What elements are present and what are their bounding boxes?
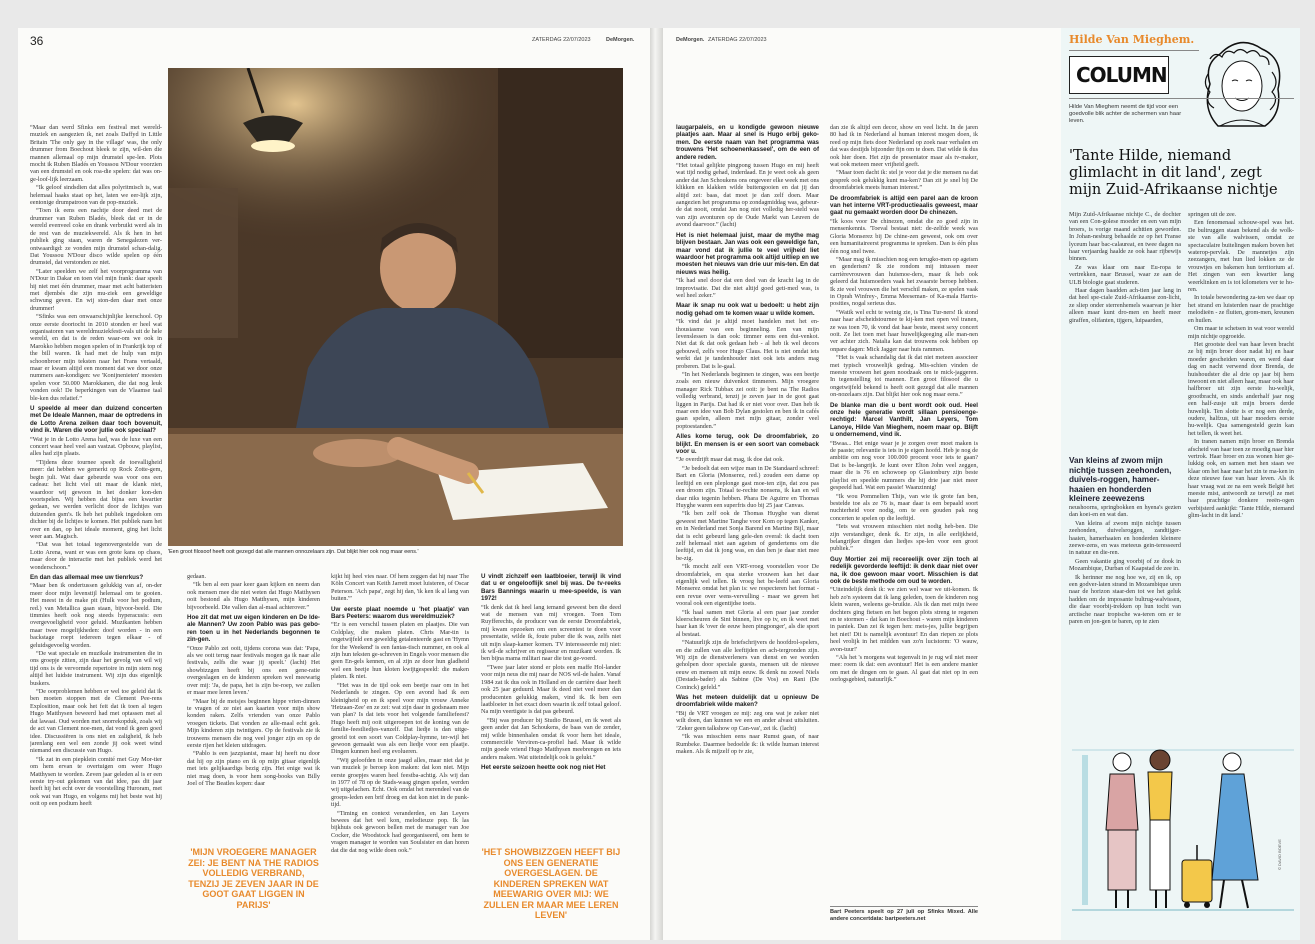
column-badge-label: COLUMN bbox=[1076, 63, 1167, 87]
paragraph: “Ik vind dat je altijd moet handelen met het en-thousiasme van een beginneling. Een van mijn levenslessen is dan ook: timmer eens een dui-venkot. Niet dat ik dat ook gedaan heb - al heb ik wel decors gebouwd, zelfs voor Hugo Claus. Het is niet omdat iets werkt dat je tandenhouder niet ook iets anders mag proberen. Dat is le-gaal. bbox=[676, 318, 819, 370]
paragraph: “Pablo is een jazzpianist, maar hij heeft nu door dat hij op zijn piano en ik op mijn gitaar eigenlijk met iets gelijkaardigs bezig zijn. Het enige wat ik niet mag doen, is voor hem song-books van Billy Joel of The Beatles kopen: daar bbox=[187, 750, 320, 787]
paragraph: “Twee jaar later stond er plots een maffe Hol-lander voor mijn neus die mij naar de NOS wil-de halen. Vanaf 1984 zat ik dus ook in Holland en de carrière daar heeft ook 25 jaar geduurd. Maar ik deed niet veel meer dan producenten gelukkig maken, vind ik. Ik ben een laatbloeier in het exact doen waarin ik zelf totaal geloof. Na mijn veertigste is dat pas gebeurd. bbox=[481, 663, 621, 716]
illustration-credit: © DAVID BOEVE bbox=[1277, 839, 1282, 870]
paragraph: Ik herinner me nog hoe we, zij en ik, op een godver-laten strand in Mozambique uren naar de horizon staar-den tot we het geluk hadden om de imposante bultrug-walvissen, die daar voorbij-trekken op hun tocht van arctische naar tropische wa-teren om er te paren en jon-gen te baren, op te zien bbox=[1069, 573, 1181, 626]
column-author-title: Hilde Van Mieghem. bbox=[1069, 33, 1195, 46]
paragraph: Geen vakantie ging voorbij of ze dook in Mozambique, Durban of Kaapstad de zee in. bbox=[1069, 557, 1181, 573]
paragraph: Mijn Zuid-Afrikaanse nichtje C., de dochter van een Con-golese moeder en een van mijn broers, is vorige maand achttien geworden. In Johan-nesburg behaalde ze op het Franse lyceum haar bac-calaureat, en twee dagen na haar verjaardag haalde ze ook haar rijbewijs binnen. bbox=[1069, 211, 1181, 263]
article-column-1 bbox=[30, 124, 162, 939]
paragraph: “Ik koos voor De chinezen, omdat die zo goed zijn in mensenkennis. 'Toeval bestaat niet: de-zelfde week was Gloria Monserez bij De chine-zen geweest, ook om over een humanitaireerst programma te spreken. Dan is één plus één nog snel twee. bbox=[830, 217, 978, 255]
paragraph: “Het totaal gelijkte pingpong tussen Hugo en mij heeft wat tijd nodig gehad, inderdaad. En je weet ook als geen ander dat Jan Schoukens ons ongeveer elke week met ons klikken en klakken wilde buitengooien en dat jij dan altijd zei: baas, dat moet je dan zelf doen. Maar aangezien het programma op zondagmiddag was, gebeur-de dat nooit, omdat Jan nog niet volledig her-steld was van zijn avonturen op de Oude Markt van Leuven de avond daarvoor.” (lacht) bbox=[676, 162, 819, 229]
paragraph: Het grootste deel van haar leven bracht ze bij mijn broer door nadat hij en haar moeder gescheiden waren, en werd daar dag en nacht verwend door Brenda, de huishoudster die al drie op jaar bij hem inwoont en niet alleen haar, maar ook haar halfbroer uit zijn eerste hu-welijk, grootbracht, en sinds anderhalf jaar nog een half-zusje uit mijn broers derde huwelijk. Ten slotte is er nog een derde, oudere, halfzus, uit haar moeders eerste hu-welijk. Qua samengesteld gezin kan het tellen, ik weet het. bbox=[1188, 340, 1294, 437]
paragraph: “Er is een verschil tussen platen en plaatjes. Die van Coldplay, die maken platen. Chris Mar-tin is ongetwijfeld een geweldig getalenteerde gast en 'Hymn for the Weekend' is een fantas-tisch nummer, en ook al zijn hun teksten ge-schreven in Engels voor mensen die geen En-gels kennen, en al zijn ze door hun gladheid wel een beetje hun kloten kwijtgespeeld: die maken platen. Ik niet. bbox=[331, 621, 469, 681]
interview-question: Guy Mortier zei mij recereelijk over zijn toch al redelijk gevorderde leeftijd: ik denk daar niet over na, ik doe gewoon maar voort. Misschien is dat ook de beste methode om oud te worden. bbox=[830, 555, 978, 585]
interview-question: Het is niet helemaal juist, maar de mythe mag blijven bestaan. Jan was ook een geweldige fan, maar vond dat ik jullie te veel vrijheid liet waardoor het programma ook altijd uitliep en we moesten het nieuws van drie uur mis-ten. En dat nieuws was heilig. bbox=[676, 231, 819, 276]
paragraph: Van kleins af zwom mijn nichtje tussen zeehonden, duivelsroggen, zandtijger-haaien, hamerhaaien en honderden kleinere zeewe-zens, en was meteeus gein-teresseerd in natuur en die-ren. bbox=[1069, 519, 1181, 557]
column-text-b bbox=[1188, 211, 1294, 697]
paragraph: “Ik mocht zelf een VRT-vroeg voorstellen voor De droomfabriek, en qua sterke vrouwen kan het daar eigenlijk wel tellen. Ik vroeg het be-leefd aan Gloria Monserez omdat het plan is: we respecteren het format - een revue over wens-vervulling - maar we geven het vooral ook een eigentijdse toets. bbox=[676, 563, 819, 608]
interview-question: laugarpaleis, en u kondigde gewoon nieuwe plaatjes aan. Maar al snel is Hugo erbij geko-men. De eerste naam van het programma was trouwens 'Het schoenenkasseel', om de een of andere reden. bbox=[676, 124, 819, 161]
paragraph: “Tijdens deze tournee speelt de toevalligheid meer: dat hebben we gemerkt op Rock Zotte-gem, begin juli. Wat daar gebeurde was voor ons een cadeau: het licht viel uit maar de klank niet, waardoor wij gewoon in het donker kon-den voortspelen. Wij hebben dat bijna een kwartier gedaan, we werden verlicht door de lichtjes van duizenden gsm's. Ik heb het publiek ingedoken om dichter bij de lichtjes te komen. Het publiek nam het over en dan, op het ideale moment, ging het licht weer aan. Magisch. bbox=[30, 458, 162, 540]
folio-date-right: ZATERDAG 22/07/2023 bbox=[708, 37, 767, 43]
paragraph: “Als het 's morgens wat tegenvalt in je rug wil niet meer mee: roem ik dat: een avontuur! Het is een andere manier om met de dingen om te gaan. Al gaat dat niet op in een oorlogsgebied, natuurlijk.” bbox=[830, 654, 978, 684]
paragraph: “Maar dan werd Sfinks een festival met wereld-muziek en aangezien ik, net zoals Daffyd in Little Britain 'The only gay in the village' was, the only drummer from Boechout bleek te zijn, wil-den die mannen allemaal op mijn drumstel spe-len. Plots mocht ik Ruben Bladés en Youssou N'Dour voorzien van een drumstel en ook roa-die spelen: dat was on-ge-loof-lijk leerzaam. bbox=[30, 124, 162, 183]
paragraph: “Ik had snel door dat een deel van de kracht lag in de improvisatie. Dat die niet altijd goed geti-med was, is wel heel zeker.” bbox=[676, 277, 819, 299]
paragraph: “Natuurlijk zijn de briefschrijvers de hoofdrol-spelers, en die zullen van alle leeftijden en ach-tergronden zijn. Wij zijn de dienstverleners van dienst en we worden geholpen door speciale guests, mensen uit de nieuwe eeuw en mensen uit mijn eeuw. Ik denk nu zowel Niels (Destads-bader) als Sabine (De Vos) en Rani (De Coninck) gefeld.” bbox=[676, 639, 819, 691]
paragraph: “Bwaa... Het enige waar je je zorgen over moet maken is de paaste; relevantie is iets in je eigen hoofd. Heb je nog de ambitie om nog voor 100.000 procent voor iets te gaan? Dat is be-langrijk. Je kunt over Elton John veel zeggen, maar die is 76 en schowoep op Glastonbury zijn beste playlist en speelde nummers die hij drie jaar niet meer gespeeld had. Wat een passie! Waanzinnig! bbox=[830, 439, 978, 492]
column-headline: 'Tante Hilde, niemand glimlacht in dit land', zegt mijn Zuid-Afrikaanse nichtje bbox=[1069, 148, 1278, 198]
paragraph: “Bij was producer bij Studio Brussel, en ik weet als geen ander dat Jan Schoukens, de baas van de zender, mij wilde binnenhalen omdat ik voor hem het ideale, commerciële Verviren-ca-profiel had. Maar ik wilde mijn goede vriend Hugo Matthysen meebrengen en iets anders maken. Wat uiteindelijk ook is gelukt.” bbox=[481, 716, 621, 761]
column-text-a2 bbox=[1069, 504, 1181, 674]
divider bbox=[1069, 50, 1199, 51]
column-badge bbox=[1069, 56, 1169, 94]
interview-question: Maar ik snap nu ook wat u bedoelt: u hebt zijn nodig gehad om te komen waar u wilde komen. bbox=[676, 302, 819, 317]
article-column-3 bbox=[331, 573, 469, 943]
pull-quote-left: 'MIJN VROEGERE MANAGER ZEI: JE BENT NA THE RADIOS VOLLEDIG VERBRAND, TENZIJ JE ZEVEN JAAR IN DE GOOT GAAT LIGGEN IN PARIJS' bbox=[188, 847, 319, 910]
paragraph: Haar dagen baadden ach-tien jaar lang in dat heel spe-ciale Zuid-Afrikaanse zon-licht, ze sliep onder sterrenhemels waarvan je hier alleen maar kunt dro-men en heeft meer giraffen, olifanten, tijgers, luipaarden, bbox=[1069, 287, 1181, 324]
paragraph: “De oorproblemen hebben er wel toe geleid dat ik ben moeten stoppen met de Clement Pee-rens Explosition, maar ook het feit dat ik toen al tegen Hugo Matthysen beweerd had met optassen met al dat lawaai. Oud worden met snorrekopduk, zoals wij de act van Clement noe-men, dat vond ik geen goed idee. Discussiëren is ons niet en zaligheid, ik heb jarenlang een wel een zonde jij ook weet wind niemand een discussie van Hugo. bbox=[30, 688, 162, 755]
interview-question: Hoe zit dat met uw eigen kinderen en De Ide-ale Mannen? Uw zoon Pablo was pas gebo-ren toen u in het Nederlands begonnen te zin-gen. bbox=[187, 614, 320, 644]
paragraph: “Het is vaak schandalig dat ik dat niet meteen associeer met typisch vrouwelijk gedrag. Mis-schien vinden de meeste vrouwen het geen noodzaak om te mick-jaggeren. In tegenstelling tot mannen. Een groot filosoof die u ongetwijfeld bekend is heeft ooit gezegd dat alle mannen on-nozelaars zijn. Dat blijkt hier ook nog maar eens.” bbox=[830, 354, 978, 399]
paragraph: “Ik denk dat ik heel lang iemand geweest ben die deed wat de mensen van mij vroegen. Toen Tom Ruyfferechts, de producer van de eerste Droomfabriek, mij kwam opzoeken om een screentest te doen voor presentatie, wilde ik, foute puber die ik was, zelfs niet uit mijn slaap-kamer komen. TV interesseerde mij niet: ik wil-de schrijver en regisseur en muzikant worden. Ik ben bijna mama militari naar die test ge-voerd. bbox=[481, 603, 621, 663]
paragraph: “Het was in de tijd ook een beetje raar om in het Nederlands te zingen. Op een avond had ik een kleinigheid op en ik speel voor mijn vrouw Anneke 'Hetzaan-Zee' en ze zei: wat zijn daar in godsnaam mee van plan? Is dat iets voor het volgende familiefeest? Hugo heeft mij ooit uitgeroepen tot de koning van de familie-feestliedjes-vanzelf. Dat liedje is dan uitge-groeid tot een soort van Coldplay-hymne, ter-wijl het gewoon gemaakt was als een liedje voor een plaatje. Dingen kunnen heel erg evolueren. bbox=[331, 681, 469, 756]
paragraph: “Uiteindelijk denk ik: we zien wel waar we uit-komen. Ik heb zo'n systeem dat ik lang geleden, toen de kinderen nog klein waren, weleens ge-bruikte. Als ik dan met mijn twee dochters ging fietsen en het begon plots streng te regenen en te stormen - dat kan in Boechout - waren mijn kinderen in paniek. Dan zei ik tegen hen: meis-jes, jullie begrijpen het niet! Dit is namelijk avontuur! En dan riepen ze plots heel vrolijk in het midden van zo'n lucistorm: 'O wauw, avon-tuur!' bbox=[830, 586, 978, 653]
interview-question: De blanke man die u bent wordt ook oud. Heel onze hele generatie wordt sillaan pensioenge-rechtigd: Marcel Vanthilt, Jan Leyers, Tom Lanoye, Hilde Van Mieghem, noem maar op. Blijft u ondernemend, vind ik. bbox=[830, 401, 978, 439]
paragraph: “Ik haal samen met Gloria al een paar jaar zonder kleerscheuren de Sint binnen, live op tv, en ik weet met haar kan ik 'over de eeuw heen pingponger', als die sport al bestaat. bbox=[676, 608, 819, 638]
page-number-left: 36 bbox=[30, 34, 44, 48]
paragraph: “Ik ben al een paar keer gaan kijken en neem dan ook mensen mee die niet weten dat Hugo Matthysen ooit bestond als Hugo Matthysen, mijn kinderen bijvoorbeeld. Die vallen dan al-maal achterover.” bbox=[187, 581, 320, 611]
paragraph: dan zie ik altijd een decor, show en veel licht. In de jaren 80 had ik in Nederland al human interest mogen doen, ik reed op mijn fiets door Nederland op zoek naar verhalen en dat was destijds bijzonder fijn om te doen. Dat wilde ik dus ook hier doen. Het zijn de presentator maar als tv-maker, wat ook meteen meer vrijheid geeft. bbox=[830, 124, 978, 169]
paragraph: kijkt hij heel vies naar. Of hem zeggen dat hij naar The Köln Concert van Keith Jarrett moet luisteren, of Oscar Peterson. 'Ach papa', zegt hij dan, 'ik ken ik al lang van buiten.'” bbox=[331, 573, 469, 603]
paragraph: “Ik wou Pommelien Thijs, van wie ik grote fan ben, bestelde toe als ze 76 is, maar daar is een bepaald soort nuchterheid voor nodig, om te een gouden pak nog concerten te spelen op die leeftijd. bbox=[830, 492, 978, 522]
paragraph: “Ik geloof sindsdien dat alles polyritmisch is, wat helemaal haaks staat op het, laten we eer-lijk zijn, eentonige drumpatroon van de pop-muziek. bbox=[30, 184, 162, 207]
paragraph: “Ik zat in een piepklein comité met Guy Mor-tier om hem ervan te overtuigen om weer Hugo Matthysen te worden. Zeven jaar geleden al is er een eerste try-out gekomen van dat idee, pas dit jaar heeft hij het echt over de voorstelling Huroram, met ook wat van Hugo, en volgens mij het beste wat hij ooit op een podium heeft bbox=[30, 755, 162, 808]
paragraph: “Watik wel echt te weinig zie, is Tina Tur-ners! Ik stond naar haar afscheidstournee te kij-ken met open vol tranen, ze was toen 70, ik vond dat haar beste, meest sexy concert ooit. Ze liet toen met haar huwelijkgeeging alle man-nen ver achter zich. Natalia kan dat trouwens ook hebben op onpare dagen: Mick Jagger naar huis rammen. bbox=[830, 308, 978, 353]
footer-note-text: Bart Peeters speelt op 27 juli op Sfinks Mixed. Alle andere concertdata: bartpeeters.net bbox=[830, 909, 978, 923]
photo-illustration bbox=[168, 68, 623, 546]
folio-paper-right: DeMorgen. bbox=[676, 37, 705, 43]
column-text-a bbox=[1069, 211, 1181, 451]
page-gutter bbox=[650, 28, 663, 940]
paragraph: “Je bedoelt dat een wijze man in De Standaard schreef: Bart en Gloria (Monserez, red.) zouden een dame op leeftijd en een pleplonge gast moe-ten zijn, dat zou pas een droom zijn. Totaal te-rechte nonsens, ik kan en wil daar niks tegenin hebben. Phara De Aguirre en Thomas Huyghe waren een superfris duo bij 25 jaar Canvas. bbox=[676, 464, 819, 509]
paragraph: In tranen namen mijn broer en Brenda afscheid van haar toen ze moedig naar hier vertrok. Haar broer en zus wonen hier ge-lukkig ook, en samen met hen staan we klaar om het haar naar het zin te ma-ken in deze nieuwe fase van haar leven. Als ik haar vraag wat ze na een week België het meeste mist, antwoordt ze terwijl ze met haar prachtige donkere reeën-ogen verbijsterd aankijkt: 'Tante Hilde, niemand glim-lacht in dit land.' bbox=[1188, 438, 1294, 520]
interview-question: U vindt zichzelf een laatbloeier, terwijl ik vind dat u er ongelooflijk snel bij was. De tv-reeks Bars Bannings waarin u mee-speelde, is van 1972! bbox=[481, 573, 621, 603]
paragraph: In totale bewondering za-ten we daar op het strand en luisterden naar de prachtige melodieën - ze fluiten, grom-men, kreunen en huilen. bbox=[1188, 294, 1294, 324]
column-author-bio: Hilde Van Mieghem neemt de tijd voor een goedvolle blik achter de schermen van haar leven. bbox=[1069, 104, 1182, 125]
article-column-5 bbox=[676, 124, 819, 939]
paragraph: “Ik ben zelf ook de Thomas Huyghe van dienst geweest met Martine Tanghe voor Kom op tegen Kanker, en in Nederland met Sonja Barend en Martine Bijl, maar dat is echt gebeurd lang gele-den overal: ik dacht toen zelf helemaal niet aan ageism of gendertems om die leeftijd, en dat ik jong was, en dan ben je daar niet mee be-zig. bbox=[676, 510, 819, 562]
paragraph: “Wat je in de Lotto Arena had, was de luxe van een concert waar heel veel aan vastzat. Opbouw, playlist, alles had zijn plaats. bbox=[30, 435, 162, 458]
paragraph: neushoorns, springbokken en hyena's gezien dan koei-en en wat dan. bbox=[1069, 504, 1181, 519]
girl-figure bbox=[1148, 750, 1172, 908]
article-column-4 bbox=[481, 573, 621, 843]
interview-question: Alles kome terug, ook De droomfabriek, zo blijkt. En mensen is er een soort van comeback voor u. bbox=[676, 433, 819, 456]
paragraph: “Timing en context veranderden, en Jan Leyers bewees dat het wel kon, melodieuze pop. Ik las bijkhuis ook gewoon bellen met de manager van Joe Cocker, die Woodstock had georganiseerd, om hem te vragen manager te worden van Soulsister en dan horen dat die dat nog wilde doen ook.” bbox=[331, 809, 469, 854]
interview-question: Was het meteen duidelijk dat u opnieuw De droomfabriek wilde maken? bbox=[676, 694, 819, 709]
paragraph: “Maar toen dacht ik: stel je voor dat je die mensen na dat gesprek ook gelukkig kunt ma-ken? Dan zit je snel bij De droomfabriek meets human interest.” bbox=[830, 169, 978, 192]
paragraph: “Ik was misschien eens naar Rumst gaan, of naar Rumbeke. Daarmee bedoelde ik: ik wilde human interest maken. Als ik mijzelf op tv zie, bbox=[676, 733, 819, 755]
paragraph: “Maar ben ik ondertussen gelukkig van af, on-der meer door mijn levenstijl helemaal om te gooien. Het meest in de make pit (Hulk voor het podium, red.) van Metallica gaan staan, bijvoor-beeld. Die timmies heeft ook nog steeds hyperacusis: een overgevoeligheid voor geluid. Muzikanten hebben maar twee mogelijkheden: doof worden - in een backstage roept iedereen tegen elkaar - of geluidsgevoelig worden. bbox=[30, 582, 162, 649]
paragraph: “Maar bij de meisjes beginnen hippe vrien-dinnen te vragen of ze niet aan kaarten voor mijn show konden raken. Zelfs vrienden van onze Pablo vroegen tickets. Dat vonden ze alle-maal echt gek. Mijn kinderen zijn twintigers. Op de festivals zie ik trouwens mensen die nog veel jonger zijn en op de eerste rijen het kleien uitdragen. bbox=[187, 697, 320, 749]
column-illustration bbox=[1072, 710, 1294, 925]
suitcase-icon bbox=[1182, 845, 1212, 908]
paragraph: Om maar te schetsen in wat voor wereld mijn nichtje opgroeide. bbox=[1188, 325, 1294, 340]
pull-quote-right: 'HET SHOWBIZZGEN HEEFT BIJ ONS EEN GENERATIE OVERGESLAGEN. DE KINDEREN SPREKEN WAT MEEWARIG OVER MIJ: WE ZULLEN ER MAAR MEE LEREN LEVEN' bbox=[481, 847, 621, 920]
paragraph: “De wat speciale en muzikale instrumenten die in ons groepje zitten, zijn daar het gevolg van wil wij tijd ons is de vervormde repertoire in mijn stem nog altijd het luidste instrument. Wij zijn dus eigenlijk buskers. bbox=[30, 650, 162, 687]
divider bbox=[1069, 98, 1294, 99]
paragraph: springen uit de zee. bbox=[1188, 211, 1237, 218]
interview-question: De droomfabriek is altijd een parel aan de kroon van het interne VRT-productieaalis geweest, maar gaat nu gemaakt worden door De chinezen. bbox=[830, 194, 978, 217]
interview-question: En dan das allemaal mee uw tienrkus? bbox=[30, 573, 144, 581]
paragraph: “Je overdrijft maar dat mag, ik doe dat ook. bbox=[676, 456, 784, 464]
article-column-6 bbox=[830, 124, 978, 904]
paragraph: gedaan. bbox=[187, 573, 207, 580]
folio-paper-left: DeMorgen. bbox=[606, 37, 635, 43]
paragraph: “Toen ik eens een nachtje door deed met de drummer van Ruben Bladés, bleek dat er in de wereld evenveel coke en drank verbruikt werd als in de rest van de muziekwereld. Als ik hen in het publiek ging staan, waren de Senegalezen ver-ontwaardigd: ze vonden mijn drumstel schan-dalig. Dat Youssou N'Dour disco wilde spelen op één drumstel, dat verstonden ze niet. bbox=[30, 207, 162, 267]
interview-question: U speelde al meer dan duizend concerten met De Ideale Mannen, maar de optredens in de Lotto Arena zeiken daar toch bovenuit, vind ik. Waren die voor jullie ook speciaal? bbox=[30, 405, 162, 435]
paragraph: “Maar mag ik misschien nog een terugko-men op ageism en genderism? Ik zie rondom mij intussen meer carrièrevrouwen dan huismoe-ders, maar ik heb ook geleerd dat huismoeders vaak het zwaarste beroep hebben. Ik zie veel vrouwen die het verschil maken, ze spelen vaak in Oprah Winfrey-, Emma Meeseman- of Ka-mala Harris-posities, nogal serieus dus. bbox=[830, 255, 978, 308]
folio-date-left: ZATERDAG 22/07/2023 bbox=[532, 37, 591, 43]
paragraph: “Onze Pablo zei ooit, tijdens corona was dat: 'Papa, als we ooit terug naar festivals mogen ga ik naar alle festivals, zelfs die waar jij speelt.' (lacht) Het showbizzgen heeft bij ons een gene-ratie overgeslagen en de kinderen spreken wel meewarig over mij: 'Ja, de papa, het is zijn be-roep, we zullen er maar mee leren leven.' bbox=[187, 644, 320, 697]
paragraph: “Later speelden we zelf het voorprogramma van N'Dour in Dakar en toen viel mijn frank: daar speelt hij niet met één drummer, maar met acht batteristen met djembés die zijn mu-ziek een geweldige schwung geven. En wij ston-den daar met onze drummer! bbox=[30, 267, 162, 312]
paragraph: “In het Nederlands beginnen te zingen, was een beetje zoals een nieuw duivenkot timmeren. Mijn vroegere manager Rick Tubbax zei ooit: je bent na The Radios volledig verbrand, tenzij je zeven jaar in de goot gaat liggen in Parijs. Dat had ik er niet voor over. Dan heb ik maar een idee van Bob Dylan gestolen en ben ik in cafés gaan spelen, alleen met mijn gitaar, zonder veel poptoestanden.” bbox=[676, 371, 819, 430]
paragraph: “Iets wat vrouwen misschien niet nodig heb-ben. Die zijn verstandiger, denk ik. Er zijn, in alle eerlijkheid, belangrijker dingen dan liedjes spe-len voor een groot publiek.” bbox=[830, 523, 978, 553]
interview-question: Uw eerste plaat noemde u 'het plaatje' van Bars Peeters: waarom dus wereldmuziek? bbox=[331, 605, 469, 621]
paragraph: Een fenomenaal schouw-spel was het. De bultruggen staan bekend als de wolk-ste van alle walvissen, omdat ze spectaculaire buitelingen maken boven het waterop-pervlak. De mannetjes zijn zeezangers, met hun lied lokken ze de vrouwtjes en bakenen hun territorium af. Het zingen van een kwartier lang weerklinken en is tot kilometers ver te ho-ren. bbox=[1188, 219, 1294, 294]
paragraph: “Wij geloofden in onze jaagd alles, maar niet dat je van muziek je beroep kon maken: dat kon niet. Mijn eerste groepjes waren heel feestba-achtig. Als wij dan in 1977 of 78 op de Stads-waag gingen spelen, werden wij uitgelachen. Echt. Ook omdat het merendeel van de groeps-leden een brif droeg en dat kon niet in de punk-tijd. bbox=[331, 756, 469, 809]
interview-question: Het eerste seizoen heette ook nog niet Het bbox=[481, 764, 606, 772]
woman-figure bbox=[1212, 753, 1258, 908]
author-portrait-icon bbox=[1190, 34, 1290, 134]
divider bbox=[830, 906, 978, 907]
article-photo bbox=[168, 68, 623, 546]
paragraph: “Bij de VRT vroegen ze mij: zeg ons wat je zeker niet wilt doen, dan kunnen we een en ander alvast uitsluiten. ‘Zeker geen talkshow op Can-vas', zei ik. (lacht) bbox=[676, 709, 819, 732]
paragraph: “Dat was het totaal tegenovergestelde van de Lotto Arena, want er was een grote kans op chaos, maar door de interactie met het publiek werd het wonderschoon.” bbox=[30, 541, 162, 571]
column-pull-quote: Van kleins af zwom mijn nichtje tussen zeehonden, duivels-roggen, hamer-haaien en honderden kleinere zeewezens bbox=[1069, 456, 1172, 504]
paragraph: “Sfinks was een onwaarschijnlijke leerschool. Op onze eerste doortocht in 2010 stonden er heel wat organisatoren van wereldmuziekfesti-vals uit de hele wereld, en dat is de reden waar-om we ook in Marokko hebben mogen spelen of in Frankrijk top of the bill waren. Ik had met de hulp van mijn schoonbroer mijn teksten naar het Frans vertaald, maar er kwam altijd een moment dat we door onze nummers aan-kondigen: we 'Konijnenieten' moesten spelen voor 50.000 Marokkanen, die dat nog leuk vonden ook! De beperkingen van de Vlaamse taal ble-ken dus relatief.” bbox=[30, 313, 162, 402]
footer-note bbox=[830, 909, 978, 929]
man-figure bbox=[1106, 753, 1138, 908]
photo-caption: 'Een groot filosoof heeft ooit gezegd dat alle mannen onnozelaars zijn. Dat blijkt hier ook nog maar eens.' bbox=[168, 549, 419, 555]
paragraph: Ze was klaar om naar Eu-ropa te vertrekken, naar Brussel, waar ze aan de ULB biologie gaat studeren. bbox=[1069, 263, 1181, 286]
